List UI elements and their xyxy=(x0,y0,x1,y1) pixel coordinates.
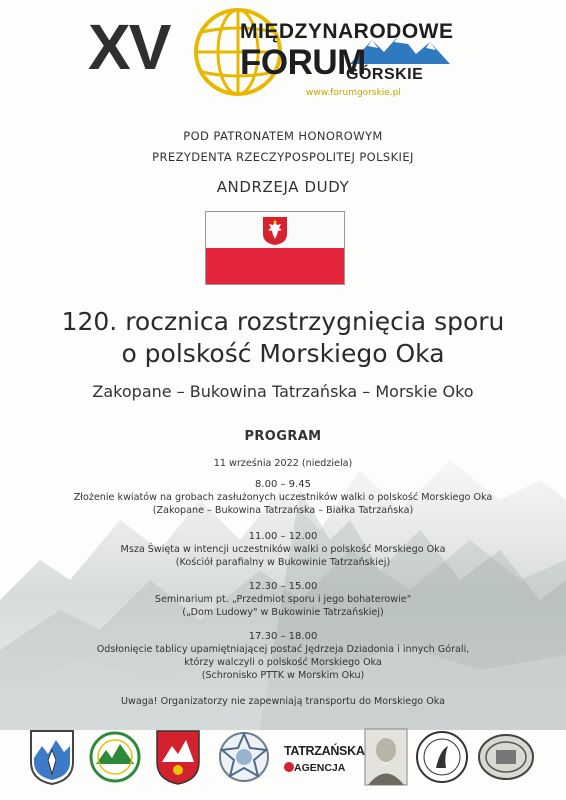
eagle-emblem-icon xyxy=(262,216,288,246)
patronage-line-1: POD PATRONATEM HONOROWYM xyxy=(183,129,383,143)
event-title-line-1: 120. rocznica rozstrzygnięcia sporu xyxy=(61,307,505,336)
logo-url: www.forumgorskie.pl xyxy=(306,88,401,98)
event-title-line-2: o polskość Morskiego Oka xyxy=(121,339,445,368)
society-seal-icon xyxy=(414,728,470,786)
program-heading: PROGRAM xyxy=(244,429,322,444)
red-shield-icon xyxy=(154,728,202,786)
program-item-line: Seminarium pt. „Przedmiot sporu i jego bohaterowie" xyxy=(154,594,412,605)
program-item-line: (Zakopane – Bukowina Tatrzańska – Białka Tatrzańska) xyxy=(152,505,414,516)
logo-line-3: GÓRSKIE xyxy=(346,66,424,83)
patronage-line-2: PREZYDENTA RZECZYPOSPOLITEJ POLSKIEJ xyxy=(152,150,414,164)
logo-line-1: MIĘDZYNARODOWE xyxy=(240,20,454,43)
agency-name-line-1: TATRZAŃSKA xyxy=(284,744,365,758)
program-item-time: 8.00 – 9.45 xyxy=(255,479,311,490)
program-item-line: („Dom Ludowy" w Bukowinie Tatrzańskiej) xyxy=(182,607,384,618)
program-item-time: 17.30 – 18.00 xyxy=(248,631,318,642)
program-item-line: Msza Święta w intencji uczestników walki o polskość Morskiego Oka xyxy=(120,544,446,555)
agency-name-line-2: AGENCJA xyxy=(294,762,346,774)
program-item-time: 12.30 – 15.00 xyxy=(248,581,318,592)
program-item-line: Złożenie kwiatów na grobach zasłużonych uczestników walki o polskość Morskiego Oka xyxy=(73,492,493,503)
transport-note: Uwaga! Organizatorzy nie zapewniają transportu do Morskiego Oka xyxy=(120,696,446,707)
forum-logo xyxy=(88,4,468,100)
portrait-icon xyxy=(364,728,408,786)
program-item-line: (Kościół parafialny w Bukowinie Tatrzańskiej) xyxy=(175,557,391,568)
program-item-line: którzy walczyli o polskość Morskiego Oka xyxy=(184,657,382,668)
program-item xyxy=(0,630,566,682)
green-emblem-icon xyxy=(88,728,142,786)
program-item xyxy=(0,530,566,569)
flag-red-stripe xyxy=(206,248,344,284)
polish-flag xyxy=(205,211,345,285)
ornate-crest-icon xyxy=(216,728,272,786)
program-item-line: Odsłonięcie tablicy upamiętniającej postać Jędrzeja Dziadonia i innych Górali, xyxy=(96,644,470,655)
program-item xyxy=(0,580,566,619)
agency-red-dot-icon xyxy=(284,762,294,772)
program-item xyxy=(0,478,566,517)
program-date: 11 września 2022 (niedziela) xyxy=(213,458,353,469)
patron-name: ANDRZEJA DUDY xyxy=(216,178,350,196)
oval-plaque-icon xyxy=(476,728,536,786)
program-item-time: 11.00 – 12.00 xyxy=(248,531,318,542)
coat-of-arms-icon xyxy=(28,728,76,786)
logo-line-2: FORUM xyxy=(240,43,366,82)
event-locations: Zakopane – Bukowina Tatrzańska – Morskie Oko xyxy=(92,382,474,401)
logo-roman-numeral: XV xyxy=(88,11,170,83)
program-item-line: (Schronisko PTTK w Morskim Oku) xyxy=(201,670,365,681)
tatrzanska-agencja-logo xyxy=(284,744,365,780)
